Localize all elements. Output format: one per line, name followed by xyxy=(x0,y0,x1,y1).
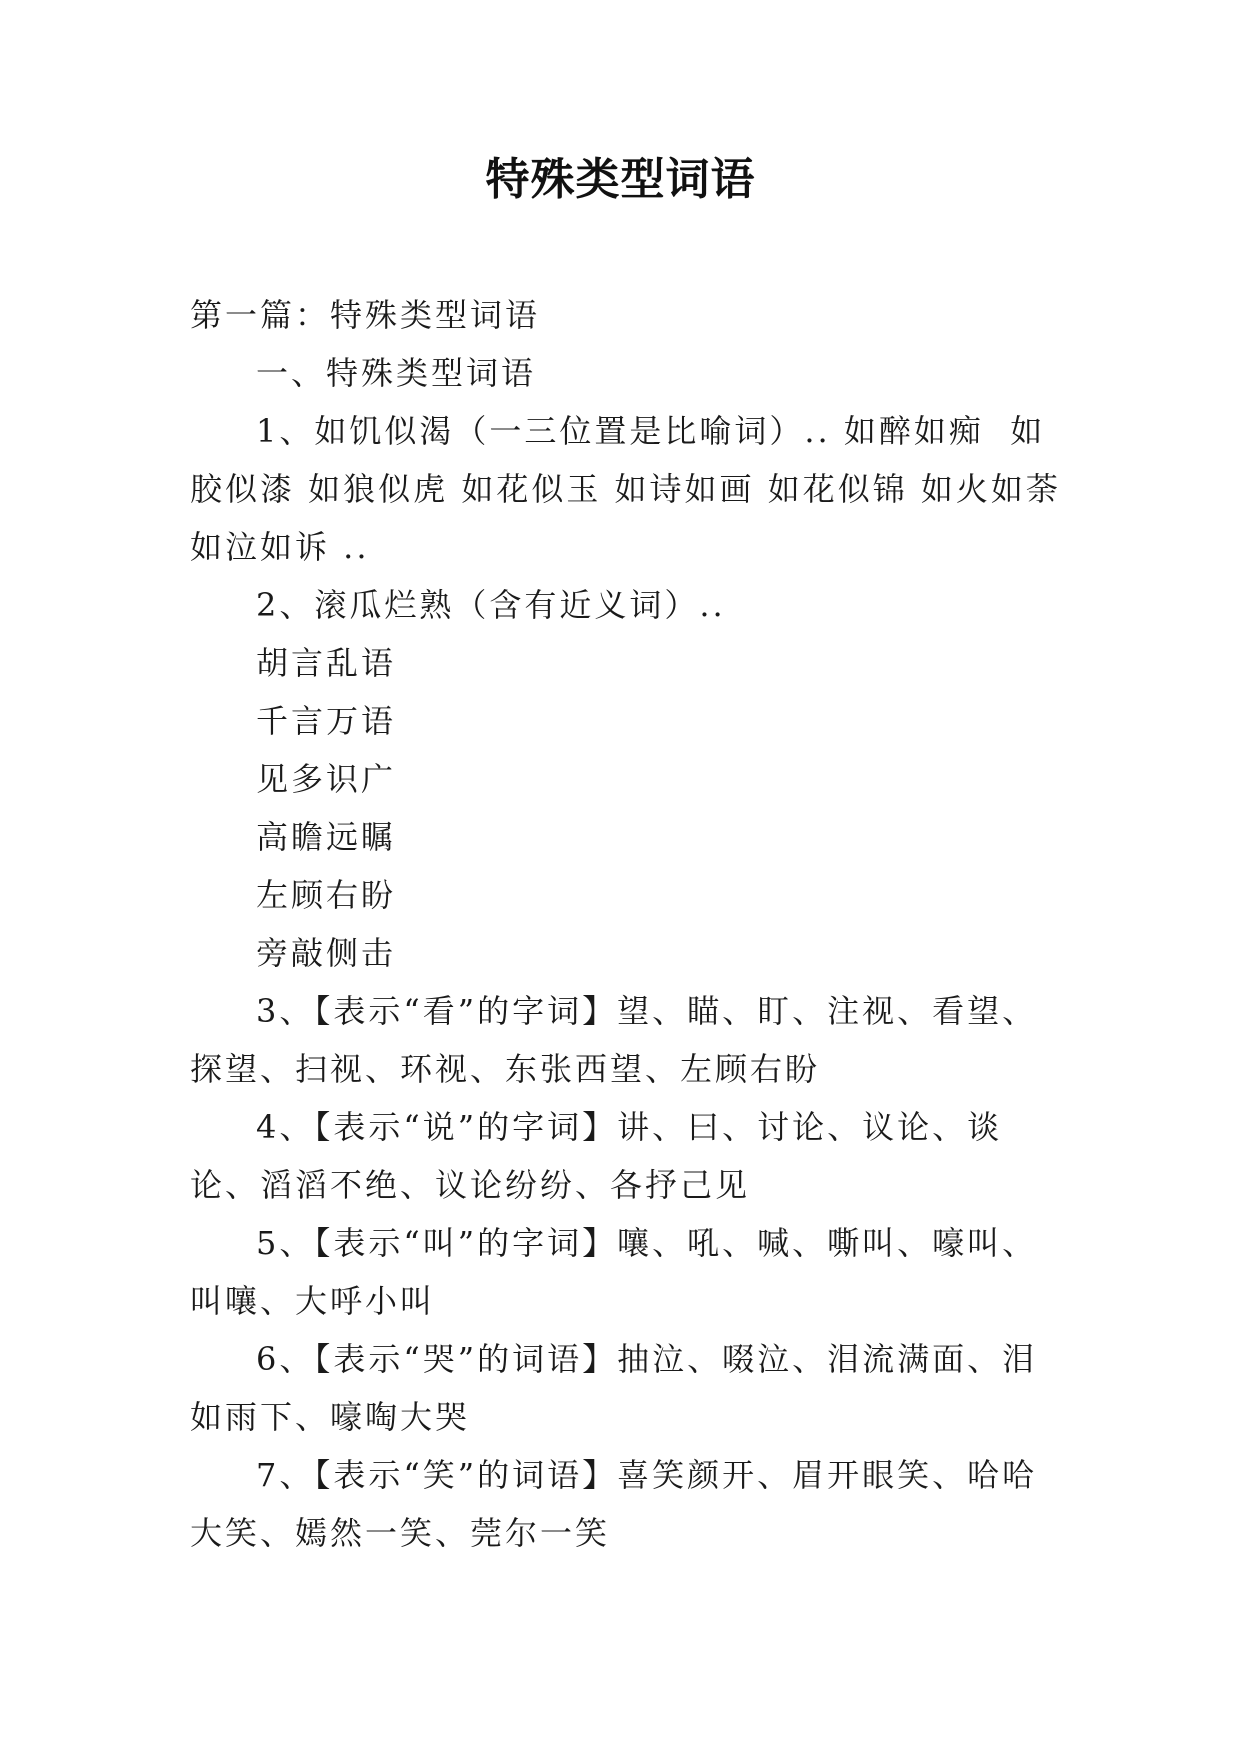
paragraph: 6、【表示“哭”的词语】抽泣、啜泣、泪流满面、泪如雨下、嚎啕大哭 xyxy=(190,1340,1038,1436)
paragraph: 见多识广 xyxy=(256,760,397,798)
paragraph: 左顾右盼 xyxy=(256,876,397,914)
paragraph: 2、滚瓜烂熟（含有近义词）.. xyxy=(256,586,726,624)
paragraph: 千言万语 xyxy=(256,702,397,740)
paragraph: 高瞻远瞩 xyxy=(256,818,397,856)
paragraph: 旁敲侧击 xyxy=(256,934,397,972)
paragraph: 一、特殊类型词语 xyxy=(256,354,537,392)
paragraph: 3、【表示“看”的字词】望、瞄、盯、注视、看望、探望、扫视、环视、东张西望、左顾右盼 xyxy=(190,992,1038,1088)
paragraph: 4、【表示“说”的字词】讲、曰、讨论、议论、谈论、滔滔不绝、议论纷纷、各抒己见 xyxy=(190,1108,1003,1204)
document-body xyxy=(190,286,1075,1562)
paragraph: 胡言乱语 xyxy=(256,644,397,682)
paragraph: 第一篇：特殊类型词语 xyxy=(190,296,541,334)
document-title: 特殊类型词语 xyxy=(485,154,756,205)
paragraph: 7、【表示“笑”的词语】喜笑颜开、眉开眼笑、哈哈大笑、嫣然一笑、莞尔一笑 xyxy=(190,1456,1038,1552)
paragraph: 1、如饥似渴（一三位置是比喻词）.. 如醉如痴 如胶似漆 如狼似虎 如花似玉 如诗如画 如花似锦 如火如荼 如泣如诉 .. xyxy=(190,412,1075,566)
paragraph: 5、【表示“叫”的字词】嚷、吼、喊、嘶叫、嚎叫、叫嚷、大呼小叫 xyxy=(190,1224,1038,1320)
